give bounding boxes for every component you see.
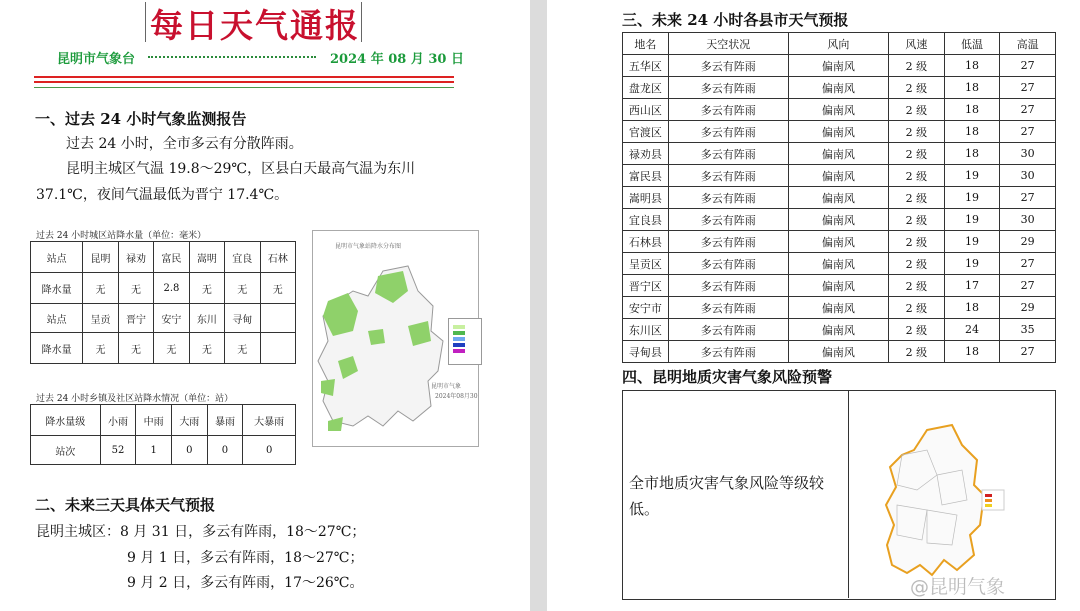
table-cell: 偏南风 bbox=[788, 165, 888, 187]
table-cell: 无 bbox=[83, 333, 118, 364]
page-gap bbox=[530, 0, 547, 611]
table-cell: 多云有阵雨 bbox=[668, 165, 788, 187]
table-cell: 无 bbox=[189, 273, 224, 304]
table-cell: 多云有阵雨 bbox=[668, 77, 788, 99]
table-header-row bbox=[623, 33, 1056, 55]
rainfall-map-org: 昆明市气象 bbox=[431, 383, 462, 390]
county-forecast-rows bbox=[623, 55, 1056, 363]
table-cell: 29 bbox=[1000, 231, 1056, 253]
table-cell: 多云有阵雨 bbox=[668, 55, 788, 77]
table-cell: 27 bbox=[1000, 253, 1056, 275]
column-header: 高温 bbox=[1000, 33, 1056, 55]
table-cell: 多云有阵雨 bbox=[668, 297, 788, 319]
forecast-line-3: 9 月 2 日，多云有阵雨，17～26℃。 bbox=[127, 575, 364, 591]
table-cell: 石林 bbox=[260, 242, 296, 273]
table-cell: 偏南风 bbox=[788, 55, 888, 77]
geo-hazard-text: 全市地质灾害气象风险等级较低。 bbox=[629, 474, 825, 518]
table-cell: 昆明 bbox=[83, 242, 118, 273]
table-cell: 偏南风 bbox=[788, 99, 888, 121]
table-cell: 安宁市 bbox=[623, 297, 669, 319]
table-cell: 嵩明县 bbox=[623, 187, 669, 209]
rain-table2-caption: 过去 24 小时乡镇及社区站降水情况（单位：站） bbox=[36, 394, 234, 404]
table-cell: 宜良 bbox=[225, 242, 260, 273]
table-cell: 安宁 bbox=[154, 304, 189, 333]
table-row bbox=[623, 165, 1056, 187]
forecast-line-2: 9 月 1 日，多云有阵雨，18～27℃； bbox=[127, 550, 364, 566]
table-row bbox=[623, 99, 1056, 121]
table-cell: 降水量 bbox=[31, 333, 83, 364]
table-cell: 站点 bbox=[31, 304, 83, 333]
table-cell: 2 级 bbox=[889, 77, 945, 99]
table-cell: 2 级 bbox=[889, 341, 945, 363]
geo-hazard-map bbox=[882, 415, 1012, 580]
table-cell: 禄劝县 bbox=[623, 143, 669, 165]
table-cell: 2 级 bbox=[889, 187, 945, 209]
table-cell: 站次 bbox=[31, 436, 101, 465]
table-cell: 18 bbox=[944, 143, 1000, 165]
table-cell: 宜良县 bbox=[623, 209, 669, 231]
table-cell: 官渡区 bbox=[623, 121, 669, 143]
table-cell: 2 级 bbox=[889, 165, 945, 187]
table-cell: 29 bbox=[1000, 297, 1056, 319]
table-cell: 2 级 bbox=[889, 209, 945, 231]
table-cell: 小雨 bbox=[100, 405, 136, 436]
table-cell: 30 bbox=[1000, 143, 1056, 165]
header-rule-red bbox=[34, 76, 454, 78]
table-cell: 大雨 bbox=[171, 405, 207, 436]
table-cell: 19 bbox=[944, 187, 1000, 209]
table-cell: 无 bbox=[83, 273, 118, 304]
section1-para1: 过去 24 小时，全市多云有分散阵雨。 bbox=[66, 136, 303, 152]
table-cell: 无 bbox=[225, 273, 260, 304]
table-row bbox=[623, 275, 1056, 297]
table-cell: 降水量级 bbox=[31, 405, 101, 436]
watermark: @昆明气象 bbox=[910, 576, 1006, 598]
table-cell: 呈贡 bbox=[83, 304, 118, 333]
table-row bbox=[623, 231, 1056, 253]
column-header: 风向 bbox=[788, 33, 888, 55]
section3-heading: 三、未来 24 小时各县市天气预报 bbox=[622, 11, 849, 29]
table-cell: 偏南风 bbox=[788, 121, 888, 143]
rain-table2 bbox=[30, 404, 296, 465]
table-row bbox=[623, 253, 1056, 275]
table-cell: 偏南风 bbox=[788, 143, 888, 165]
table-cell: 19 bbox=[944, 253, 1000, 275]
table-cell: 石林县 bbox=[623, 231, 669, 253]
page-title: 每日天气通报 bbox=[150, 6, 360, 45]
table-cell: 0 bbox=[243, 436, 296, 465]
table-cell: 2 级 bbox=[889, 297, 945, 319]
table-cell: 无 bbox=[118, 273, 153, 304]
table-cell: 多云有阵雨 bbox=[668, 143, 788, 165]
table-cell: 多云有阵雨 bbox=[668, 231, 788, 253]
table-cell: 2 级 bbox=[889, 55, 945, 77]
section1-heading: 一、过去 24 小时气象监测报告 bbox=[35, 110, 247, 128]
table-cell: 27 bbox=[1000, 55, 1056, 77]
table-cell: 寻甸县 bbox=[623, 341, 669, 363]
table-cell: 18 bbox=[944, 77, 1000, 99]
table-cell: 偏南风 bbox=[788, 275, 888, 297]
table-cell: 站点 bbox=[31, 242, 83, 273]
right-page bbox=[547, 0, 1080, 611]
table-cell: 2 级 bbox=[889, 121, 945, 143]
table-cell: 盘龙区 bbox=[623, 77, 669, 99]
table-cell: 多云有阵雨 bbox=[668, 341, 788, 363]
table-cell: 无 bbox=[189, 333, 224, 364]
table-cell: 18 bbox=[944, 99, 1000, 121]
table-cell: 多云有阵雨 bbox=[668, 99, 788, 121]
table-cell: 2 级 bbox=[889, 319, 945, 341]
table-cell: 大暴雨 bbox=[243, 405, 296, 436]
table-cell: 无 bbox=[154, 333, 189, 364]
table-cell: 17 bbox=[944, 275, 1000, 297]
table-cell: 嵩明 bbox=[189, 242, 224, 273]
table-cell: 0 bbox=[207, 436, 243, 465]
table-cell bbox=[260, 304, 296, 333]
table-cell: 偏南风 bbox=[788, 341, 888, 363]
column-header: 地名 bbox=[623, 33, 669, 55]
table-cell: 2 级 bbox=[889, 231, 945, 253]
forecast-line-1: 昆明主城区：8 月 31 日，多云有阵雨，18～27℃； bbox=[36, 524, 366, 540]
table-cell: 西山区 bbox=[623, 99, 669, 121]
column-header: 低温 bbox=[944, 33, 1000, 55]
table-cell: 多云有阵雨 bbox=[668, 187, 788, 209]
table-row bbox=[623, 121, 1056, 143]
table-cell: 27 bbox=[1000, 121, 1056, 143]
table-cell: 18 bbox=[944, 55, 1000, 77]
table-cell: 多云有阵雨 bbox=[668, 319, 788, 341]
table-cell: 降水量 bbox=[31, 273, 83, 304]
table-cell: 0 bbox=[171, 436, 207, 465]
table-row bbox=[623, 187, 1056, 209]
table-cell: 18 bbox=[944, 341, 1000, 363]
table-cell: 呈贡区 bbox=[623, 253, 669, 275]
section2-heading: 二、未来三天具体天气预报 bbox=[35, 496, 216, 514]
table-cell: 27 bbox=[1000, 275, 1056, 297]
table-cell: 暴雨 bbox=[207, 405, 243, 436]
table-cell: 偏南风 bbox=[788, 77, 888, 99]
table-cell: 27 bbox=[1000, 99, 1056, 121]
geo-hazard-divider bbox=[848, 390, 849, 598]
table-row bbox=[623, 341, 1056, 363]
table-cell: 24 bbox=[944, 319, 1000, 341]
rain-table1 bbox=[30, 241, 296, 364]
table-cell: 18 bbox=[944, 297, 1000, 319]
section4-heading: 四、昆明地质灾害气象风险预警 bbox=[622, 368, 833, 386]
column-header: 风速 bbox=[889, 33, 945, 55]
table-cell: 多云有阵雨 bbox=[668, 121, 788, 143]
left-page bbox=[0, 0, 530, 611]
table-cell: 东川 bbox=[189, 304, 224, 333]
section1-para2b: 37.1℃，夜间气温最低为晋宁 17.4℃。 bbox=[36, 187, 289, 203]
table-cell: 30 bbox=[1000, 165, 1056, 187]
table-cell: 2 级 bbox=[889, 275, 945, 297]
table-cell: 五华区 bbox=[623, 55, 669, 77]
table-cell: 多云有阵雨 bbox=[668, 253, 788, 275]
report-date: 2024 年 08 月 30 日 bbox=[330, 52, 464, 67]
table-cell: 2 级 bbox=[889, 143, 945, 165]
header-rule-green bbox=[34, 87, 454, 88]
table-cell: 偏南风 bbox=[788, 187, 888, 209]
table-cell: 无 bbox=[260, 273, 296, 304]
table-cell: 27 bbox=[1000, 341, 1056, 363]
table-cell bbox=[260, 333, 296, 364]
table-cell: 27 bbox=[1000, 187, 1056, 209]
table-cell: 35 bbox=[1000, 319, 1056, 341]
rainfall-map-legend bbox=[448, 318, 482, 365]
table-cell: 富民县 bbox=[623, 165, 669, 187]
table-cell: 30 bbox=[1000, 209, 1056, 231]
table-cell: 1 bbox=[136, 436, 172, 465]
table-cell: 多云有阵雨 bbox=[668, 209, 788, 231]
dotted-leader bbox=[148, 56, 316, 58]
table-cell: 多云有阵雨 bbox=[668, 275, 788, 297]
table-cell: 2.8 bbox=[154, 273, 189, 304]
table-row bbox=[623, 319, 1056, 341]
table-cell: 寻甸 bbox=[225, 304, 260, 333]
table-row bbox=[623, 209, 1056, 231]
table-cell: 19 bbox=[944, 231, 1000, 253]
table-cell: 偏南风 bbox=[788, 319, 888, 341]
table-cell: 偏南风 bbox=[788, 231, 888, 253]
table-row bbox=[623, 55, 1056, 77]
table-cell: 19 bbox=[944, 209, 1000, 231]
table-cell: 富民 bbox=[154, 242, 189, 273]
table-cell: 中雨 bbox=[136, 405, 172, 436]
org-name: 昆明市气象台 bbox=[57, 52, 136, 67]
table-cell: 无 bbox=[225, 333, 260, 364]
table-row bbox=[623, 143, 1056, 165]
section1-para2a: 昆明主城区气温 19.8～29℃，区县白天最高气温为东川 bbox=[66, 161, 416, 177]
header-rule-red-2 bbox=[34, 81, 454, 83]
table-cell: 27 bbox=[1000, 77, 1056, 99]
table-row bbox=[623, 77, 1056, 99]
table-cell: 18 bbox=[944, 121, 1000, 143]
table-cell: 19 bbox=[944, 165, 1000, 187]
table-cell: 偏南风 bbox=[788, 253, 888, 275]
table-cell: 东川区 bbox=[623, 319, 669, 341]
table-cell: 无 bbox=[118, 333, 153, 364]
column-header: 天空状况 bbox=[668, 33, 788, 55]
table-cell: 偏南风 bbox=[788, 297, 888, 319]
rainfall-map-date: 2024年08月30 bbox=[435, 393, 478, 400]
rainfall-map-title: 昆明市气象站降水分布图 bbox=[335, 243, 402, 250]
table-cell: 2 级 bbox=[889, 253, 945, 275]
table-cell: 2 级 bbox=[889, 99, 945, 121]
rain-table1-caption: 过去 24 小时城区站降水量（单位：毫米） bbox=[36, 231, 207, 241]
county-forecast-table bbox=[622, 32, 1056, 363]
table-cell: 52 bbox=[100, 436, 136, 465]
table-row bbox=[623, 297, 1056, 319]
table-cell: 晋宁区 bbox=[623, 275, 669, 297]
table-cell: 禄劝 bbox=[118, 242, 153, 273]
table-cell: 晋宁 bbox=[118, 304, 153, 333]
table-cell: 偏南风 bbox=[788, 209, 888, 231]
